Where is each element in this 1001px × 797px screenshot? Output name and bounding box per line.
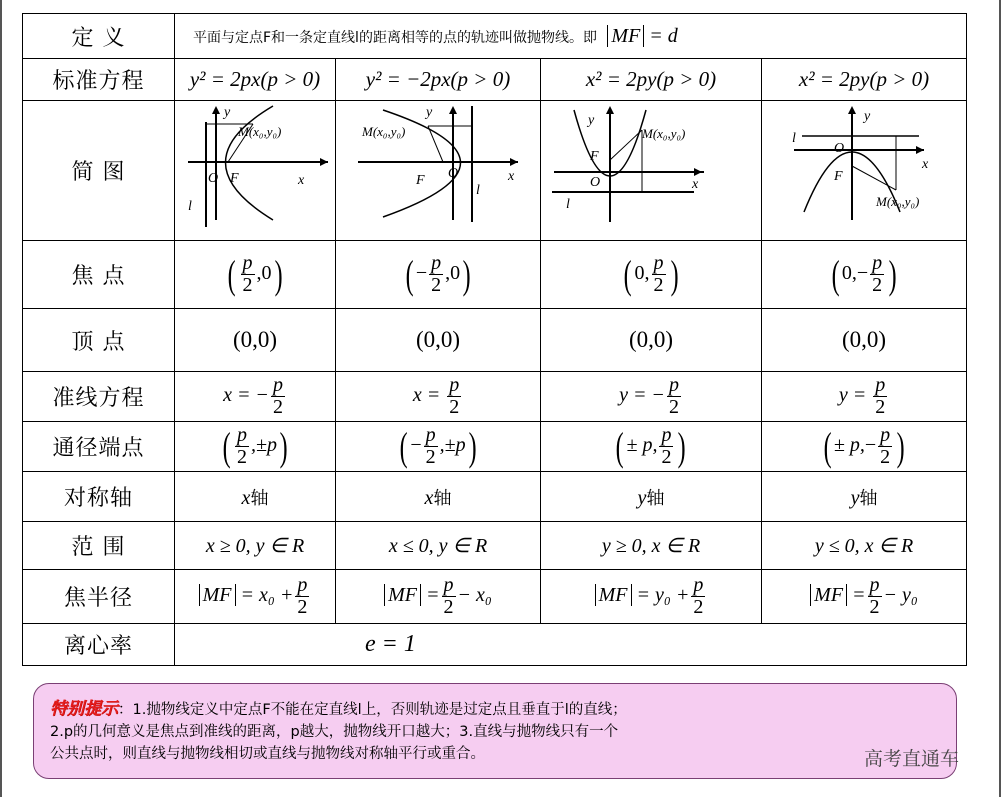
fig4-y-label: y — [864, 108, 871, 124]
fig3-origin-label: O — [589, 174, 600, 190]
figure-cell-3 — [541, 101, 762, 241]
equation-row — [23, 59, 967, 101]
figure-left-opening — [338, 102, 538, 236]
figure-cell-1 — [175, 101, 336, 241]
focus-label: 焦 点 — [23, 241, 175, 309]
axis-cell-3: y轴 — [541, 472, 762, 522]
latus-cell-2: ( − $\frac{p}{2}$ ,±p) — [336, 422, 541, 472]
fig1-directrix-label: l — [187, 198, 192, 214]
figure-up-opening — [544, 102, 759, 236]
parabola-table — [22, 13, 967, 666]
figure-down-opening — [764, 102, 964, 236]
definition-text: 平面与定点F和一条定直线l的距离相等的点的轨迹叫做抛物线。即 — [193, 29, 597, 46]
eccentricity-label: 离心率 — [23, 624, 175, 666]
directrix-cell-3: y = − $\frac{p}{2}$ — [541, 372, 762, 422]
axis-row — [23, 472, 967, 522]
fig3-focus-label: F — [589, 148, 599, 164]
figure-label: 简 图 — [23, 101, 175, 241]
special-tip-box — [33, 683, 960, 779]
fig1-point-label: M(x₀,y₀) — [237, 123, 281, 139]
tip-line-3: 公共点时，则直线与抛物线相切或直线与抛物线对称轴平行或重合。 — [50, 746, 485, 762]
definition-cell — [175, 14, 967, 59]
figure-right-opening — [178, 102, 333, 236]
directrix-cell-4: y = $\frac{p}{2}$ — [762, 372, 967, 422]
focus-cell-1: ( $\frac{p}{2}$ ,0) — [175, 241, 336, 309]
radius-cell-3: MF = y₀ + $\frac{p}{2}$ — [541, 570, 762, 624]
tip-line-1: 特别提示：1.抛物线定义中定点F不能在定直线l上，否则轨迹是过定点且垂直于l的直线； — [50, 699, 627, 719]
latus-cell-3: ( ± p, $\frac{p}{2}$ ) — [541, 422, 762, 472]
fig4-origin-label: O — [834, 140, 845, 156]
eccentricity-value: e = 1 — [175, 624, 967, 666]
equation-cell-4: x² = 2py(p > 0) — [762, 59, 967, 101]
fig3-point-label: M(x₀,y₀) — [641, 125, 685, 141]
vertex-label: 顶 点 — [23, 309, 175, 372]
fig2-y-label: y — [426, 104, 433, 120]
equation-label: 标准方程 — [23, 59, 175, 101]
equation-cell-1: y² = 2px(p > 0) — [175, 59, 336, 101]
fig1-focus-label: F — [229, 170, 239, 186]
figure-cell-2 — [336, 101, 541, 241]
fig4-point-label: M(x₀,y₀) — [876, 193, 920, 209]
vertex-cell-3: (0,0) — [541, 309, 762, 372]
radius-cell-4: MF = $\frac{p}{2}$ − y₀ — [762, 570, 967, 624]
vertex-cell-4: (0,0) — [762, 309, 967, 372]
fig2-point-label: M(x₀,y₀) — [362, 123, 406, 139]
watermark: 高考直通车 — [864, 748, 960, 770]
fig3-directrix-label: l — [565, 196, 570, 212]
definition-row — [23, 14, 967, 59]
directrix-row — [23, 372, 967, 422]
fig3-y-label: y — [587, 112, 594, 128]
latus-cell-4: ( ± p,− $\frac{p}{2}$ ) — [762, 422, 967, 472]
definition-abs-mf: MF — [607, 25, 644, 47]
eccentricity-row — [23, 624, 967, 666]
fig1-x-label: x — [297, 172, 304, 188]
range-cell-4: y ≤ 0, x ∈ R — [762, 522, 967, 570]
fig4-x-label: x — [922, 156, 929, 172]
fig2-directrix-label: l — [476, 182, 480, 198]
fig2-x-label: x — [508, 168, 515, 184]
axis-label: 对称轴 — [23, 472, 175, 522]
latus-label: 通径端点 — [23, 422, 175, 472]
axis-cell-1: x轴 — [175, 472, 336, 522]
fig3-x-label: x — [691, 176, 698, 192]
range-cell-2: x ≤ 0, y ∈ R — [336, 522, 541, 570]
range-cell-3: y ≥ 0, x ∈ R — [541, 522, 762, 570]
focus-cell-3: ( 0, $\frac{p}{2}$ ) — [541, 241, 762, 309]
radius-cell-1: MF = x₀ + $\frac{p}{2}$ — [175, 570, 336, 624]
radius-cell-2: MF = $\frac{p}{2}$ − x₀ — [336, 570, 541, 624]
radius-label: 焦半径 — [23, 570, 175, 624]
latus-row — [23, 422, 967, 472]
range-row — [23, 522, 967, 570]
directrix-cell-2: x = $\frac{p}{2}$ — [336, 372, 541, 422]
fig1-origin-label: O — [207, 170, 218, 186]
axis-cell-2: x轴 — [336, 472, 541, 522]
latus-cell-1: ( $\frac{p}{2}$ ,±p) — [175, 422, 336, 472]
vertex-cell-2: (0,0) — [336, 309, 541, 372]
focus-row — [23, 241, 967, 309]
equation-cell-3: x² = 2py(p > 0) — [541, 59, 762, 101]
figure-cell-4 — [762, 101, 967, 241]
directrix-cell-1: x = − $\frac{p}{2}$ — [175, 372, 336, 422]
equation-cell-2: y² = −2px(p > 0) — [336, 59, 541, 101]
directrix-label: 准线方程 — [23, 372, 175, 422]
fig4-directrix-label: l — [792, 130, 796, 146]
radius-row — [23, 570, 967, 624]
fig4-focus-label: F — [834, 168, 843, 184]
left-edge — [0, 0, 2, 797]
tip-line-2: 2.p的几何意义是焦点到准线的距离，p越大，抛物线开口越大；3.直线与抛物线只有一个 — [50, 724, 619, 740]
range-label: 范 围 — [23, 522, 175, 570]
definition-label: 定 义 — [23, 14, 175, 59]
focus-cell-4: ( 0,− $\frac{p}{2}$ ) — [762, 241, 967, 309]
vertex-row — [23, 309, 967, 372]
figure-row — [23, 101, 967, 241]
fig1-y-label: y — [223, 104, 230, 120]
definition-rhs: = d — [649, 24, 678, 47]
range-cell-1: x ≥ 0, y ∈ R — [175, 522, 336, 570]
fig2-origin-label: O — [448, 165, 459, 181]
fig2-focus-label: F — [416, 172, 425, 188]
vertex-cell-1: (0,0) — [175, 309, 336, 372]
focus-cell-2: ( − $\frac{p}{2}$ ,0) — [336, 241, 541, 309]
axis-cell-4: y轴 — [762, 472, 967, 522]
tip-title: 特别提示 — [50, 699, 118, 719]
